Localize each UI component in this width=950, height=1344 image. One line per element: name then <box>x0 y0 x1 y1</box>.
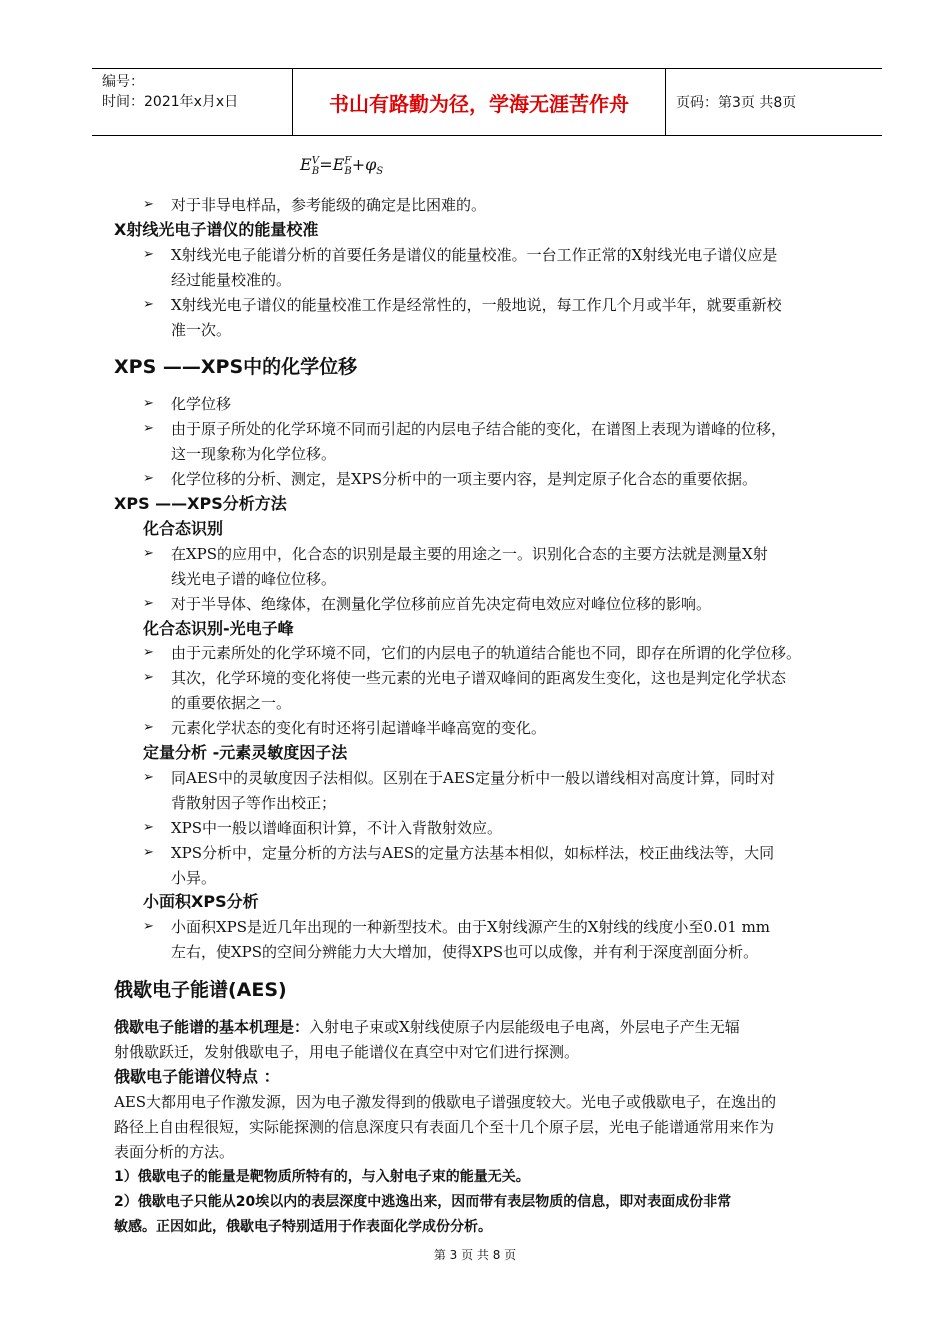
formula-phi-sub: S <box>376 166 384 178</box>
bullet-icon: ➢ <box>143 845 154 860</box>
bullet-text: X射线光电子能谱分析的首要任务是谱仪的能量校准。一台工作正常的X射线光电子谱仪应是 <box>171 246 778 264</box>
bullet-text: 其次，化学环境的变化将使一些元素的光电子谱双峰间的距离发生变化，这也是判定化学状态 <box>171 669 787 687</box>
formula-e1-sub: B <box>311 166 320 178</box>
formula-eq: = <box>319 155 333 174</box>
bullet-text-cont: 左右，使XPS的空间分辨能力大大增加，使得XPS也可以成像，并有利于深度剖面分析。 <box>171 943 759 961</box>
bullet-icon: ➢ <box>143 471 154 486</box>
aes-features-text-cont: 路径上自由程很短，实际能探测的信息深度只有表面几个至十几个原子层，光电子能谱通常用来作为 <box>114 1118 775 1136</box>
aes-point-2-cont: 敏感。正因如此，俄歇电子特别适用于作表面化学成份分析。 <box>114 1219 492 1235</box>
bullet-text: 由于原子所处的化学环境不同而引起的内层电子结合能的变化，在谱图上表现为谱峰的位移， <box>171 420 787 438</box>
bullet-text: 由于元素所处的化学环境不同，它们的内层电子的轨道结合能也不同，即存在所谓的化学位移。 <box>171 644 802 662</box>
formula-e1-sup: V <box>311 155 319 167</box>
formula-phi: φ <box>365 155 377 174</box>
page-footer: 第 3 页 共 8 页 <box>433 1248 517 1262</box>
subheading-small-area-xps: 小面积XPS分析 <box>143 892 259 911</box>
formula-e2-sub: B <box>344 166 352 178</box>
aes-mechanism-paragraph <box>114 1015 740 1039</box>
formula-e1: E <box>300 155 312 174</box>
subheading-photoelectron-peak: 化合态识别-光电子峰 <box>143 619 294 638</box>
aes-features-text: AES大都用电子作激发源，因为电子激发得到的俄歇电子谱强度较大。光电子或俄歇电子，在逸出的 <box>114 1093 777 1111</box>
bullet-text-cont: 经过能量校准的。 <box>171 271 292 289</box>
aes-mechanism-lead: 俄歇电子能谱的基本机理是： <box>114 1018 310 1036</box>
formula-e2: E <box>332 155 345 174</box>
heading-analysis-method: XPS ——XPS分析方法 <box>114 494 287 513</box>
bullet-text-cont: 准一次。 <box>171 321 232 339</box>
header-page-label: 页码：第3页 共8页 <box>676 95 797 111</box>
subheading-state-identification: 化合态识别 <box>143 519 224 538</box>
header-motto-cell <box>292 69 666 135</box>
bullet-icon: ➢ <box>143 820 154 835</box>
bullet-icon: ➢ <box>143 645 154 660</box>
bullet-text: 同AES中的灵敏度因子法相似。区别在于AES定量分析中一般以谱线相对高度计算，同时对 <box>171 769 776 787</box>
bullet-icon: ➢ <box>143 720 154 735</box>
bullet-text: 小面积XPS是近几年出现的一种新型技术。由于X射线源产生的X射线的线度小至0.01 mm <box>171 918 771 936</box>
heading-aes-features: 俄歇电子能谱仪特点 ： <box>114 1067 280 1086</box>
bullet-text-cont: 线光电子谱的峰位位移。 <box>171 570 337 588</box>
bullet-icon: ➢ <box>143 919 154 934</box>
bullet-text: 对于非导电样品，参考能级的确定是比困难的。 <box>171 196 487 214</box>
formula-e2-sup: F <box>344 155 352 167</box>
subheading-quantitative-analysis: 定量分析 -元素灵敏度因子法 <box>143 743 348 762</box>
aes-mechanism-text: 入射电子束或X射线使原子内层能级电子电离，外层电子产生无辐 <box>309 1018 740 1036</box>
header-left-cell <box>92 69 292 135</box>
bullet-icon: ➢ <box>143 596 154 611</box>
bullet-text: XPS中一般以谱峰面积计算，不计入背散射效应。 <box>171 819 503 837</box>
aes-features-text-cont: 表面分析的方法。 <box>114 1143 235 1161</box>
bullet-text-cont: 背散射因子等作出校正； <box>171 794 337 812</box>
header-time-label: 时间：2021年x月x日 <box>102 94 239 110</box>
bullet-text-cont: 这一现象称为化学位移。 <box>171 445 337 463</box>
bullet-icon: ➢ <box>143 421 154 436</box>
aes-point-2: 2）俄歇电子只能从20埃以内的表层深度中逃逸出来，因而带有表层物质的信息，即对表面成份非常 <box>114 1194 732 1210</box>
formula-plus: + <box>351 155 366 174</box>
bullet-text: 化学位移的分析、测定，是XPS分析中的一项主要内容，是判定原子化合态的重要依据。 <box>171 470 758 488</box>
aes-point-1: 1）俄歇电子的能量是靶物质所特有的，与入射电子束的能量无关。 <box>114 1169 530 1185</box>
heading-chemical-shift: XPS ——XPS中的化学位移 <box>114 356 358 378</box>
header-motto: 书山有路勤为径，学海无涯苦作舟 <box>329 91 629 116</box>
bullet-icon: ➢ <box>143 770 154 785</box>
bullet-icon: ➢ <box>143 247 154 262</box>
header-number-label: 编号： <box>102 74 144 90</box>
bullet-text: 对于半导体、绝缘体，在测量化学位移前应首先决定荷电效应对峰位位移的影响。 <box>171 595 712 613</box>
bullet-icon: ➢ <box>143 546 154 561</box>
header-page-cell <box>666 69 882 135</box>
energy-formula <box>300 155 383 185</box>
heading-aes: 俄歇电子能谱(AES) <box>114 979 287 1001</box>
page-header <box>92 68 882 136</box>
heading-calibration: X射线光电子谱仪的能量校准 <box>114 220 319 239</box>
bullet-text: X射线光电子谱仪的能量校准工作是经常性的，一般地说，每工作几个月或半年，就要重新校 <box>171 296 782 314</box>
bullet-text: 在XPS的应用中，化合态的识别是最主要的用途之一。识别化合态的主要方法就是测量X射 <box>171 545 768 563</box>
bullet-text: 元素化学状态的变化有时还将引起谱峰半峰高宽的变化。 <box>171 719 547 737</box>
bullet-icon: ➢ <box>143 396 154 411</box>
bullet-icon: ➢ <box>143 197 154 212</box>
bullet-text: XPS分析中，定量分析的方法与AES的定量方法基本相似，如标样法，校正曲线法等，大同 <box>171 844 775 862</box>
bullet-icon: ➢ <box>143 297 154 312</box>
aes-mechanism-text-cont: 射俄歇跃迁，发射俄歇电子，用电子能谱仪在真空中对它们进行探测。 <box>114 1043 580 1061</box>
bullet-text: 化学位移 <box>171 395 232 413</box>
bullet-icon: ➢ <box>143 670 154 685</box>
bullet-text-cont: 小异。 <box>171 869 217 887</box>
bullet-text-cont: 的重要依据之一。 <box>171 694 292 712</box>
